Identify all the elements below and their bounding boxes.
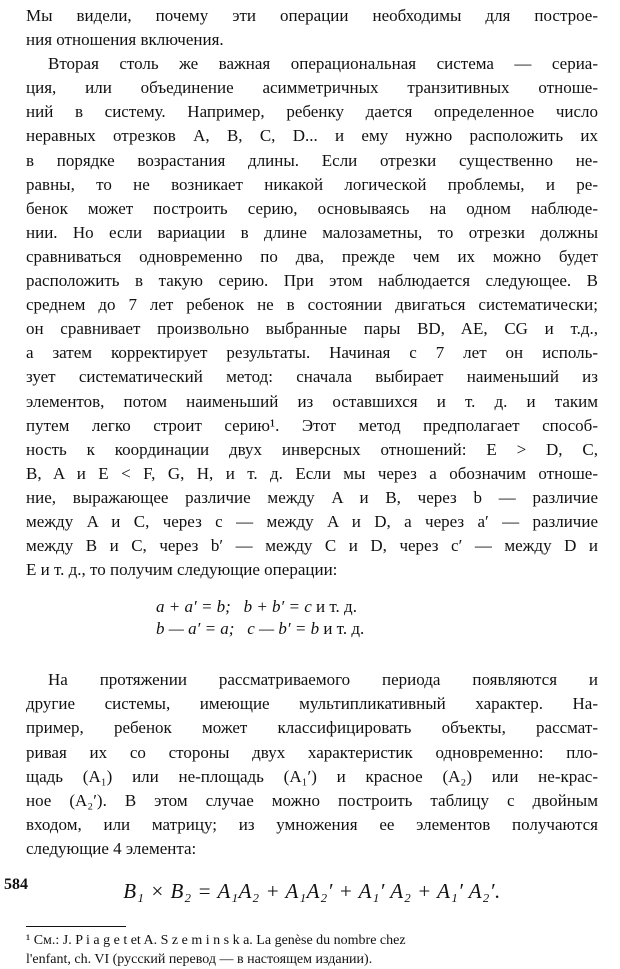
text-line: нии. Но если вариации в длине малозаметны, то отрезки должны — [26, 222, 598, 242]
text-line: в порядке возрастания длины. Если отрезки существенно не- — [26, 150, 598, 170]
text-line: ность к координации двух инверсных отношений: E > D, C, — [26, 439, 598, 459]
footnote — [26, 931, 598, 969]
text-line: ривая их со стороны двух характеристик одновременно: пло- — [26, 742, 598, 762]
text-line: зует систематический метод: сначала выбирает наименьший из — [26, 367, 598, 387]
footnote-line: l'enfant, ch. VI (русский перевод — в настоящем издании). — [26, 952, 373, 967]
text-line: E и т. д., то получим следующие операции: — [26, 560, 338, 580]
text-line: На протяжении рассматриваемого периода появляются и — [48, 670, 598, 690]
text-line: между A и C, через c — между A и D, а через a′ — различие — [26, 511, 598, 531]
formula-expr: a + a′ = b; — [156, 597, 231, 617]
text-line: сравниваться одновременно по два, прежде чем их можно будет — [26, 246, 598, 266]
text-line: щадь (A₁) или не-площадь (A₁′) и красное (A₂) или не-крас- — [26, 766, 598, 786]
text-line: бенок может построить серию, основываясь на одном наблюде- — [26, 198, 598, 218]
text-line: а затем корректирует результаты. Начиная с 7 лет он исполь- — [26, 343, 598, 363]
book-page — [26, 4, 598, 969]
footnote-line: ¹ См.: J. P i a g e t et A. S z e m i n s k a. La genèse du nombre chez — [26, 933, 406, 948]
text-line: среднем до 7 лет ребенок не в состоянии двигаться систематически; — [26, 295, 598, 315]
text-line: ное (A₂′). В этом случае можно построить таблицу с двойным — [26, 790, 598, 810]
formula-expr: b — a′ = a; — [156, 619, 235, 639]
text-line: Вторая столь же важная операциональная система — сериа- — [48, 54, 598, 74]
paragraph-1 — [26, 4, 598, 52]
paragraph-2 — [26, 52, 598, 582]
text-line: пример, ребенок может классифицировать объекты, рассмат- — [26, 718, 598, 738]
matrix-formula: B₁ × B₂ = A₁A₂ + A₁A₂′ + A₁′ A₂ + A₁′ A₂′. — [123, 879, 501, 903]
text-line: ния отношения включения. — [26, 30, 224, 50]
text-line: между B и C, через b′ — между C и D, через c′ — между D и — [26, 536, 598, 556]
text-line: ний в систему. Например, ребенку дается определенное число — [26, 102, 598, 122]
text-line: неравных отрезков A, B, C, D... и ему нужно расположить их — [26, 126, 598, 146]
text-line: ние, выражающее различие между A и B, через b — различие — [26, 487, 598, 507]
text-line: B, A и E < F, G, H, и т. д. Если мы через a обозначим отноше- — [26, 463, 598, 483]
footnote-divider — [26, 926, 126, 927]
text-line: расположить в такую серию. При этом наблюдается следующее. В — [26, 271, 598, 291]
text-line: следующие 4 элемента: — [26, 838, 197, 858]
text-line: он сравнивает произвольно выбранные пары BD, AE, CG и т.д., — [26, 319, 598, 339]
formula-suffix: и т. д. — [323, 619, 365, 639]
text-line: другие системы, имеющие мультипликативный характер. На- — [26, 694, 598, 714]
spacer — [26, 640, 598, 668]
text-line: входом, или матрицу; из умножения ее элементов получаются — [26, 814, 598, 834]
paragraph-3 — [26, 668, 598, 861]
formula-expr: c — b′ = b — [247, 619, 320, 639]
text-line: ция, или объединение асимметричных транзитивных отноше- — [26, 78, 598, 98]
formula-suffix: и т. д. — [316, 597, 357, 617]
page-number: 584 — [4, 876, 28, 893]
operations-formulas — [26, 596, 598, 640]
formula-line — [26, 596, 598, 618]
text-line: элементов, потом наименьший из оставшихся и т. д. и таким — [26, 391, 598, 411]
text-line: равны, то не возникает никакой логической проблемы, и ре- — [26, 174, 598, 194]
text-line: Мы видели, почему эти операции необходимы для построе- — [26, 6, 598, 25]
formula-expr: b + b′ = c — [243, 597, 312, 617]
text-line: путем легко строит серию¹. Этот метод предполагает способ- — [26, 415, 598, 435]
formula-line — [26, 618, 598, 640]
